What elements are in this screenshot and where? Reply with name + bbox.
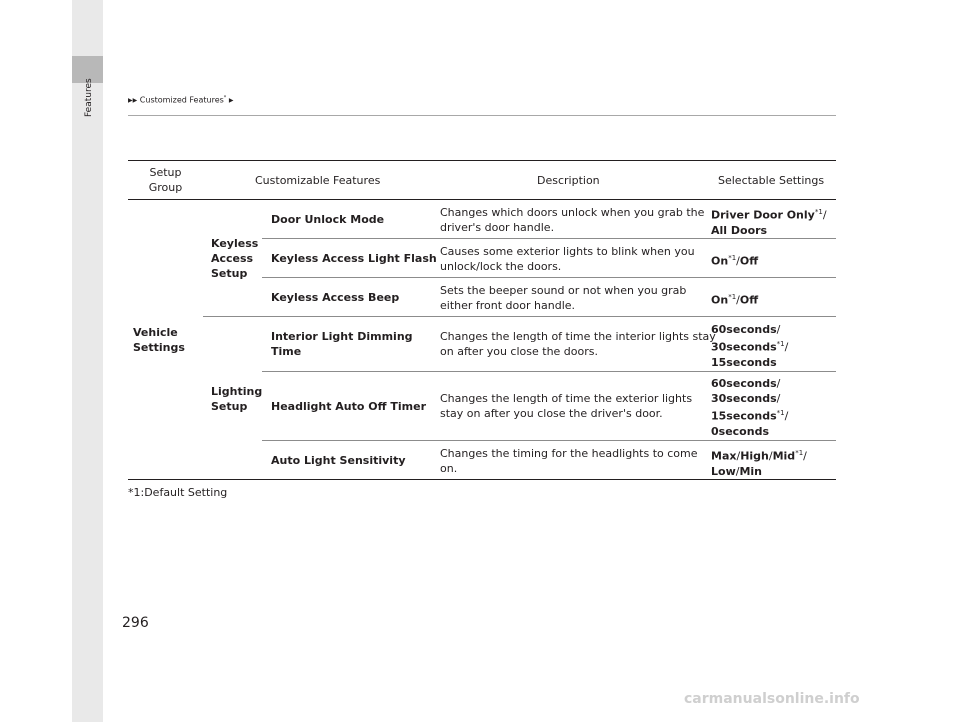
header-setup-group-line2: Group — [148, 181, 183, 194]
breadcrumb-arrow-icon: ▶ — [228, 96, 234, 104]
feature-keyless-access-light-flash: Keyless Access Light Flash — [271, 252, 437, 265]
description-headlight-auto-off-timer: Changes the length of time the exterior lights stay on after you close the driver's door. — [440, 392, 693, 420]
breadcrumb-text[interactable]: Customized Features — [139, 95, 224, 105]
table-top-rule — [128, 160, 836, 161]
breadcrumb-arrow-icon: ▶▶ — [128, 96, 138, 104]
header-description: Description — [537, 174, 600, 187]
header-selectable-settings: Selectable Settings — [718, 174, 825, 187]
header-rule — [128, 115, 836, 116]
settings-auto-light-sensitivity: Max/High/Mid$^{*1}$/ Low/Min — [711, 449, 807, 478]
feature-headlight-auto-off-timer: Headlight Auto Off Timer — [271, 400, 426, 413]
description-keyless-access-light-flash: Causes some exterior lights to blink when you unlock/lock the doors. — [440, 245, 695, 273]
feature-auto-light-sensitivity: Auto Light Sensitivity — [271, 454, 406, 467]
feature-interior-light-dimming-time: Interior Light Dimming Time — [271, 330, 413, 358]
table-header-rule — [128, 199, 836, 200]
settings-keyless-access-beep: On$^{*1}$/Off — [711, 293, 759, 307]
settings-keyless-access-light-flash: On$^{*1}$/Off — [711, 254, 759, 268]
subgroup-keyless-access-setup: Keyless Access Setup — [211, 237, 259, 280]
row-divider — [262, 440, 836, 441]
settings-door-unlock-mode: Driver Door Only$^{*1}$/ All Doors — [711, 208, 827, 237]
description-door-unlock-mode: Changes which doors unlock when you grab the driver's door handle. — [440, 206, 705, 234]
row-divider — [262, 277, 836, 278]
feature-door-unlock-mode: Door Unlock Mode — [271, 213, 385, 226]
breadcrumb — [128, 95, 233, 105]
row-divider — [262, 238, 836, 239]
table-bottom-rule — [128, 479, 836, 480]
settings-interior-light-dimming-time: 60seconds/ 30seconds$^{*1}$/ 15seconds — [711, 323, 789, 369]
settings-headlight-auto-off-timer: 60seconds/ 30seconds/ 15seconds$^{*1}$/ 0seconds — [711, 377, 789, 438]
description-keyless-access-beep: Sets the beeper sound or not when you grab either front door handle. — [440, 284, 687, 312]
group-vehicle-settings: Vehicle Settings — [133, 326, 185, 354]
description-auto-light-sensitivity: Changes the timing for the headlights to come on. — [440, 447, 698, 475]
section-tab-label: Features — [84, 78, 94, 117]
breadcrumb-marker: * — [223, 95, 227, 101]
header-setup-group-line1: Setup — [149, 166, 182, 179]
header-setup-group — [128, 165, 203, 195]
description-interior-light-dimming-time: Changes the length of time the interior lights stay on after you close the doors. — [440, 330, 716, 358]
feature-keyless-access-beep: Keyless Access Beep — [271, 291, 400, 304]
footnote-default-setting: *1:Default Setting — [128, 486, 228, 499]
subgroup-lighting-setup: Lighting Setup — [211, 385, 263, 413]
watermark: carmanualsonline.info — [684, 691, 860, 707]
row-divider — [262, 371, 836, 372]
page-number: 296 — [122, 615, 149, 631]
group-divider — [203, 316, 836, 317]
header-customizable-features: Customizable Features — [255, 174, 381, 187]
